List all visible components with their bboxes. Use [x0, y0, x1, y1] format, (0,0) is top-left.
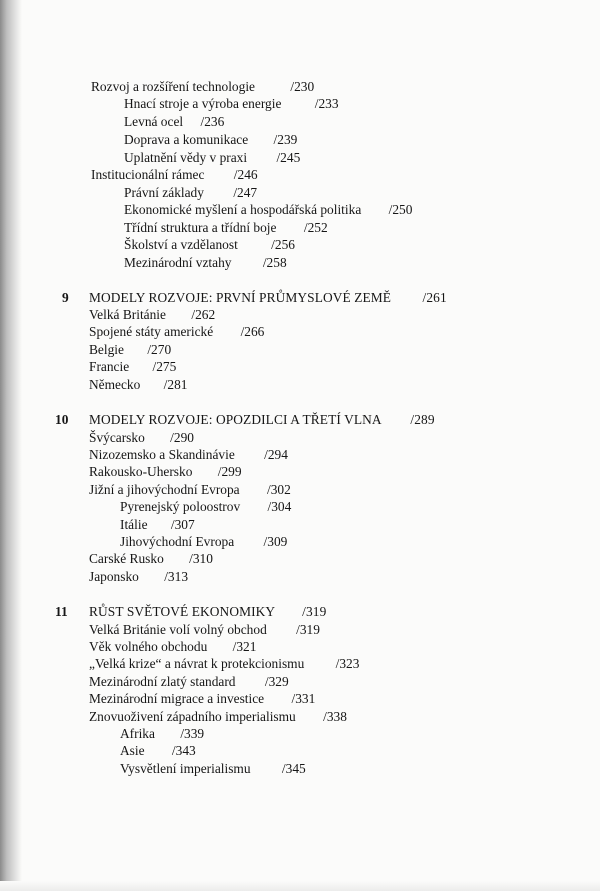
book-spine-shadow — [0, 0, 22, 891]
toc-entry-title: Švýcarsko — [89, 430, 145, 445]
chapter-heading — [89, 603, 326, 620]
toc-entry — [120, 760, 306, 777]
toc-entry-page: /270 — [147, 342, 172, 357]
chapter-number: 9 — [62, 290, 69, 305]
toc-entry-title: Pyrenejský poloostrov — [120, 499, 241, 514]
toc-entry-page: /345 — [281, 761, 306, 776]
toc-entry-page: /290 — [170, 430, 194, 445]
toc-entry-page: /319 — [296, 622, 320, 637]
toc-entry-title: Velká Británie volí volný obchod — [89, 622, 267, 637]
toc-entry — [91, 78, 314, 95]
chapter-title: MODELY ROZVOJE: OPOZDILCI A TŘETÍ VLNA — [89, 412, 381, 427]
toc-entry-page: /252 — [303, 220, 328, 235]
toc-entry — [124, 236, 295, 253]
toc-entry — [120, 725, 204, 742]
toc-entry — [124, 131, 297, 148]
chapter-number: 11 — [55, 604, 68, 619]
toc-entry-page: /307 — [170, 517, 195, 532]
toc-entry-page: /321 — [232, 639, 257, 654]
toc-entry-page: /304 — [267, 499, 292, 514]
toc-entry-title: Japonsko — [89, 569, 139, 584]
toc-entry-title: Asie — [120, 743, 145, 758]
toc-entry-title: Institucionální rámec — [91, 167, 205, 182]
toc-entry-title: Carské Rusko — [89, 551, 164, 566]
toc-entry-page: /256 — [271, 237, 295, 252]
toc-entry-page: /323 — [335, 656, 360, 671]
toc-entry — [124, 219, 328, 236]
toc-entry — [89, 550, 213, 567]
toc-entry-page: /299 — [217, 464, 242, 479]
toc-entry-title: Německo — [89, 377, 141, 392]
toc-entry-title: Jihovýchodní Evropa — [120, 534, 235, 549]
toc-entry-page: /331 — [291, 691, 316, 706]
toc-entry-title: Belgie — [89, 342, 124, 357]
toc-entry-title: Uplatnění vědy v praxi — [124, 150, 248, 165]
toc-entry-title: Itálie — [120, 517, 148, 532]
toc-entry-page: /343 — [171, 743, 196, 758]
toc-entry — [124, 201, 412, 218]
toc-entry — [89, 463, 242, 480]
toc-entry-page: /230 — [290, 79, 315, 94]
chapter-heading — [89, 289, 447, 306]
toc-entry — [89, 358, 176, 375]
toc-entry — [120, 516, 195, 533]
toc-entry-title: Hnací stroje a výroba energie — [124, 96, 282, 111]
toc-entry-page: /281 — [163, 377, 188, 392]
toc-entry-page: /262 — [191, 307, 216, 322]
toc-entry — [89, 323, 264, 340]
toc-entry-title: Doprava a komunikace — [124, 132, 249, 147]
page-bottom-edge — [0, 881, 600, 891]
toc-entry-title: Levná ocel — [124, 114, 184, 129]
chapter-title: MODELY ROZVOJE: PRVNÍ PRŮMYSLOVÉ ZEMĚ — [89, 290, 392, 305]
toc-entry — [120, 742, 196, 759]
chapter-heading — [89, 411, 435, 428]
toc-entry-title: Školství a vzdělanost — [124, 237, 238, 252]
toc-entry-page: /239 — [273, 132, 298, 147]
toc-entry — [89, 376, 187, 393]
toc-entry — [89, 446, 288, 463]
toc-entry — [89, 481, 291, 498]
toc-entry — [124, 95, 339, 112]
toc-entry-page: /294 — [264, 447, 288, 462]
chapter-title: RŮST SVĚTOVÉ EKONOMIKY — [89, 604, 275, 619]
toc-entry-title: Mezinárodní zlatý standard — [89, 674, 236, 689]
toc-entry — [89, 568, 188, 585]
toc-entry — [89, 429, 194, 446]
toc-entry-page: /338 — [323, 709, 347, 724]
toc-entry-page: /302 — [266, 482, 291, 497]
toc-entry — [89, 673, 289, 690]
toc-entry-page: /275 — [152, 359, 177, 374]
toc-entry — [89, 708, 347, 725]
toc-entry-page: /246 — [233, 167, 258, 182]
toc-entry — [89, 655, 359, 672]
toc-entry — [89, 621, 320, 638]
toc-entry-title: Ekonomické myšlení a hospodářská politika — [124, 202, 362, 217]
toc-entry-title: Mezinárodní migrace a investice — [89, 691, 265, 706]
toc-entry — [124, 149, 300, 166]
toc-entry-page: /313 — [164, 569, 189, 584]
toc-entry — [124, 113, 224, 130]
toc-entry — [91, 166, 258, 183]
chapter-number: 10 — [55, 412, 69, 427]
toc-entry-title: Mezinárodní vztahy — [124, 255, 232, 270]
chapter-page: /289 — [410, 412, 435, 427]
toc-entry-title: Rakousko-Uhersko — [89, 464, 193, 479]
toc-entry-page: /329 — [264, 674, 289, 689]
toc-entry — [89, 690, 315, 707]
toc-entry — [124, 254, 287, 271]
toc-entry-title: Velká Británie — [89, 307, 166, 322]
toc-entry-title: Znovuoživení západního imperialismu — [89, 709, 296, 724]
toc-entry — [89, 341, 171, 358]
toc-entry — [120, 533, 287, 550]
toc-entry-page: /250 — [388, 202, 413, 217]
toc-entry — [89, 638, 256, 655]
toc-entry-title: Rozvoj a rozšíření technologie — [91, 79, 255, 94]
chapter-page: /261 — [422, 290, 447, 305]
toc-entry-page: /236 — [200, 114, 225, 129]
toc-entry-title: Jižní a jihovýchodní Evropa — [89, 482, 240, 497]
toc-entry-page: /309 — [263, 534, 288, 549]
toc-entry-page: /233 — [314, 96, 339, 111]
toc-entry — [120, 498, 291, 515]
toc-entry-page: /258 — [262, 255, 287, 270]
toc-entry-page: /247 — [233, 185, 258, 200]
toc-entry-title: Nizozemsko a Skandinávie — [89, 447, 235, 462]
toc-entry-title: Spojené státy americké — [89, 324, 214, 339]
toc-entry-title: Francie — [89, 359, 130, 374]
toc-entry-title: „Velká krize“ a návrat k protekcionismu — [89, 656, 305, 671]
toc-entry-title: Třídní struktura a třídní boje — [124, 220, 277, 235]
toc-entry — [89, 306, 215, 323]
toc-entry-title: Právní základy — [124, 185, 204, 200]
toc-entry — [124, 184, 257, 201]
chapter-page: /319 — [302, 604, 327, 619]
toc-entry-page: /339 — [180, 726, 205, 741]
toc-entry-title: Věk volného obchodu — [89, 639, 208, 654]
toc-entry-title: Afrika — [120, 726, 155, 741]
toc-entry-page: /266 — [240, 324, 265, 339]
toc-entry-page: /310 — [189, 551, 213, 566]
toc-entry-title: Vysvětlení imperialismu — [120, 761, 251, 776]
toc-entry-page: /245 — [276, 150, 301, 165]
